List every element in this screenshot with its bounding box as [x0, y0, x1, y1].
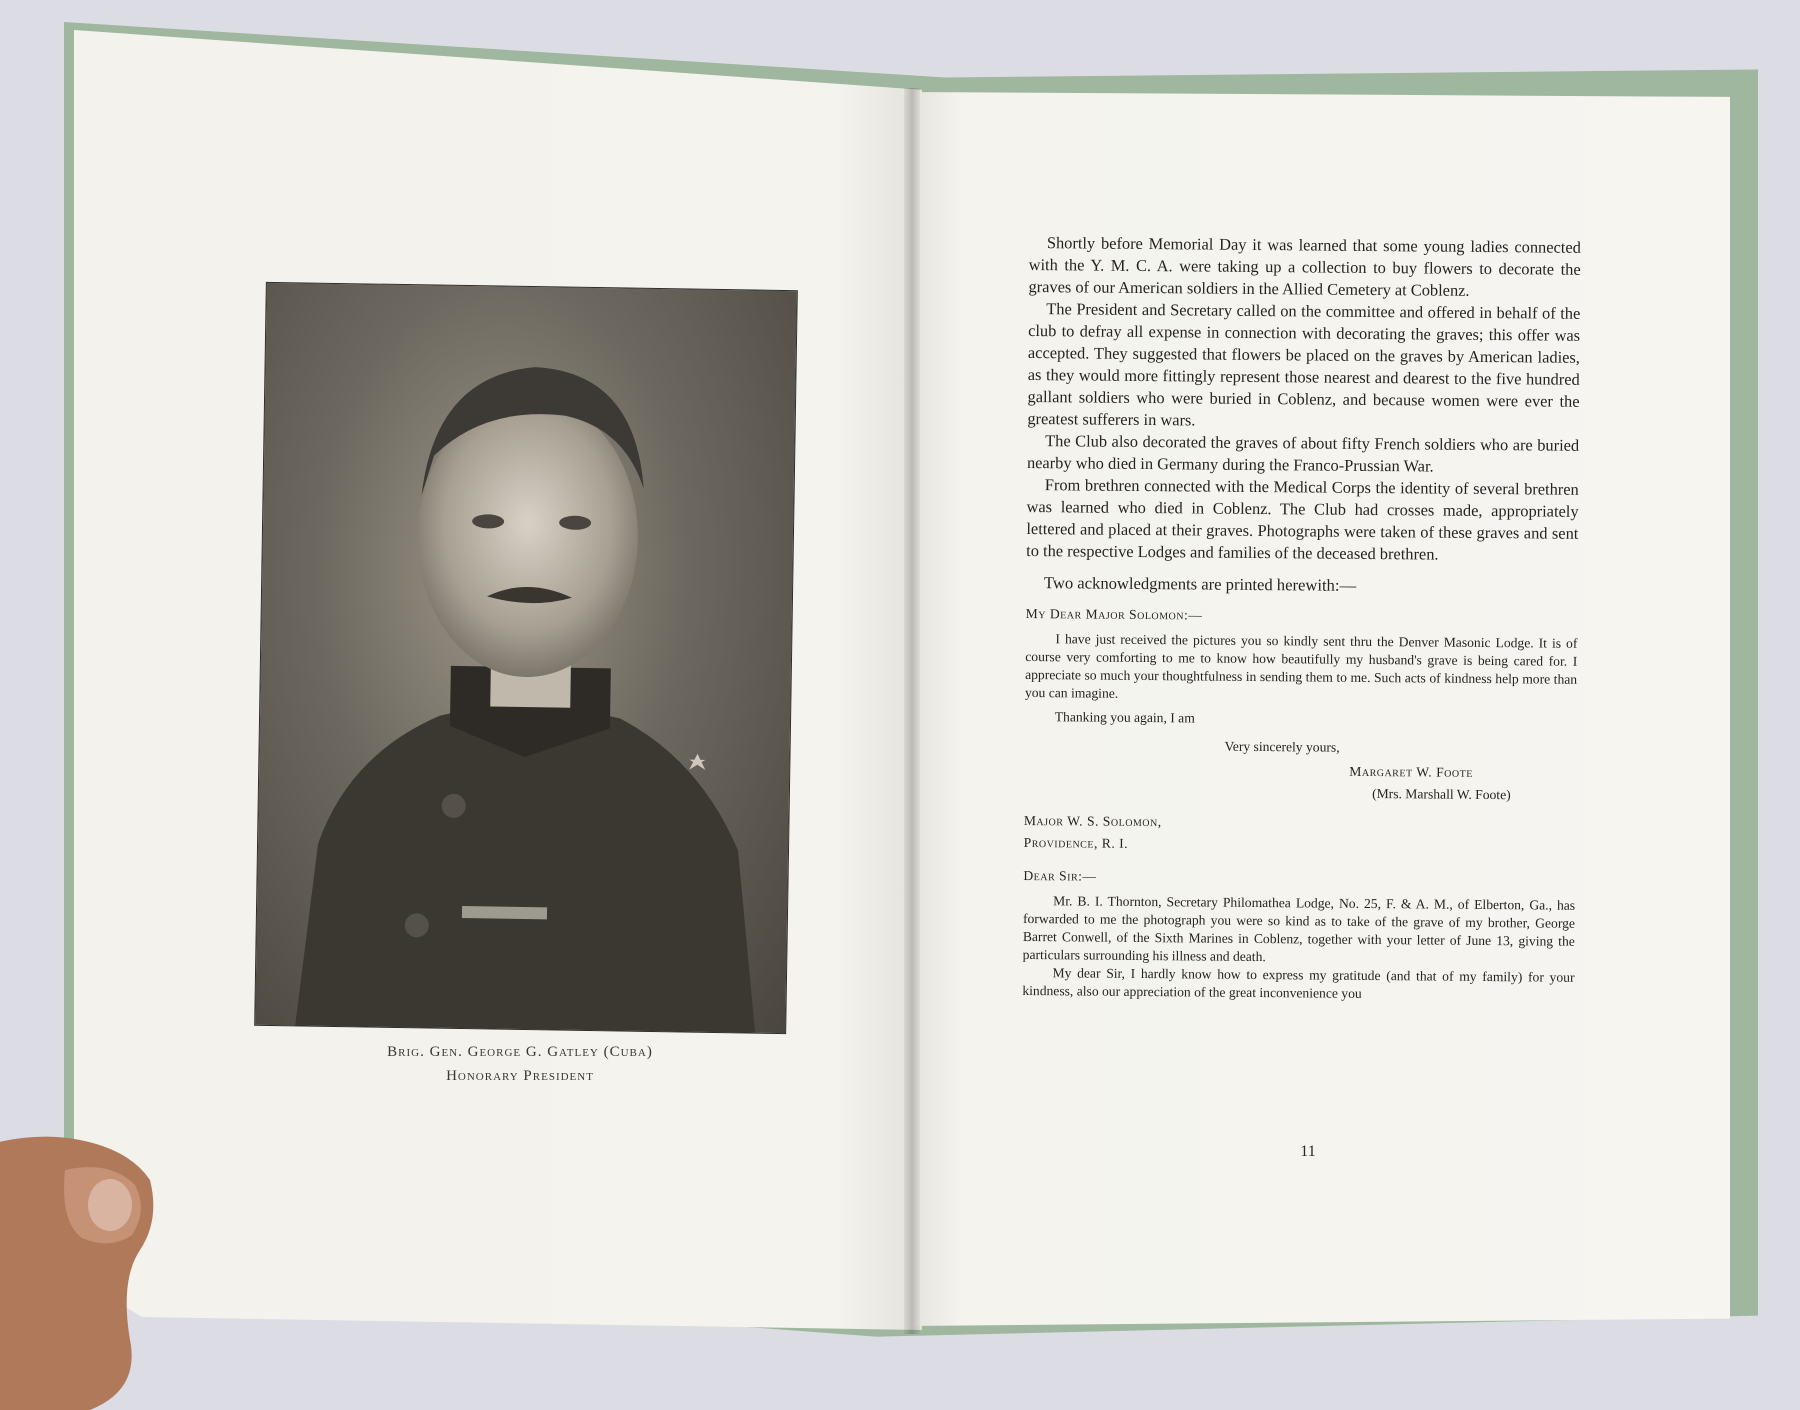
book-gutter	[904, 88, 920, 1334]
caption-name: Brig. Gen. George G. Gatley (Cuba)	[387, 1044, 653, 1060]
letter2-body: Mr. B. I. Thornton, Secretary Philomathea Lodge, No. 25, F. & A. M., of Elberton, Ga., has forwarded to me the photograph you were so kind as to take of the grave of my brother, George Barret Conwell, of the Sixth Marines in Coblenz, together with your letter of June 13, giving the particulars surrounding his illness and death.	[1022, 893, 1576, 965]
caption-title: Honorary President	[446, 1068, 594, 1084]
portrait-photograph-icon	[255, 283, 797, 1033]
letter1-signature: Margaret W. Foote	[1349, 763, 1473, 780]
letter1-signature-note: (Mrs. Marshall W. Foote)	[1372, 786, 1511, 803]
letter1-addressee-name: Major W. S. Solomon,	[1023, 812, 1162, 830]
letter1-closing: Very sincerely yours,	[1224, 738, 1340, 755]
letter2-salutation: Dear Sir:—	[1023, 867, 1097, 884]
portrait-photograph	[254, 282, 798, 1034]
letter1-salutation: My Dear Major Solomon:—	[1025, 605, 1203, 623]
acknowledgments-intro: Two acknowledgments are printed herewith:—	[1043, 573, 1357, 595]
hand-icon	[0, 1110, 270, 1410]
main-text-column	[1022, 232, 1581, 1005]
letter1-addressee-place: Providence, R. I.	[1023, 834, 1129, 851]
photo-caption	[300, 1040, 740, 1088]
page-number: 11	[1300, 1143, 1316, 1160]
paragraph: From brethren connected with the Medical Corps the identity of several brethren was learned who died in Coblenz. The Club had crosses made, appropriately lettered and placed at their graves. Photographs were taken of these graves and sent to the respective Lodges and families of the deceased brethren.	[1026, 475, 1579, 564]
letter1-body: I have just received the pictures you so kindly sent thru the Denver Masonic Lodge. It is of course very comforting to me to know how beautifully my husband's grave is being cared for. I appreciate so much your thoughtfulness in sending them to me. Such acts of kindness help more than you can imagine.	[1024, 631, 1578, 701]
paragraph: The Club also decorated the graves of about fifty French soldiers who are buried nearby who died in Germany during the Franco-Prussian War.	[1026, 431, 1580, 476]
paragraph: The President and Secretary called on the committee and offered in behalf of the club to defray all expense in connection with decorating the graves; this offer was accepted. They suggested that flowers be placed on the graves by American ladies, as they would more fittingly represent those nearest and dearest to the five hundred gallant soldiers who were buried in Coblenz, and because women were ever the greatest sufferers in wars.	[1027, 299, 1581, 430]
letter2-body-continued: My dear Sir, I hardly know how to express my gratitude (and that of my family) for your kindness, also our appreciation of the great inconvenience you	[1022, 965, 1575, 1001]
letter1-thanks: Thanking you again, I am	[1054, 709, 1195, 726]
paragraph: Shortly before Memorial Day it was learned that some young ladies connected with the Y. M. C. A. were taking up a collection to buy flowers to decorate the graves of our American soldiers in the Allied Cemetery at Coblenz.	[1028, 233, 1581, 300]
